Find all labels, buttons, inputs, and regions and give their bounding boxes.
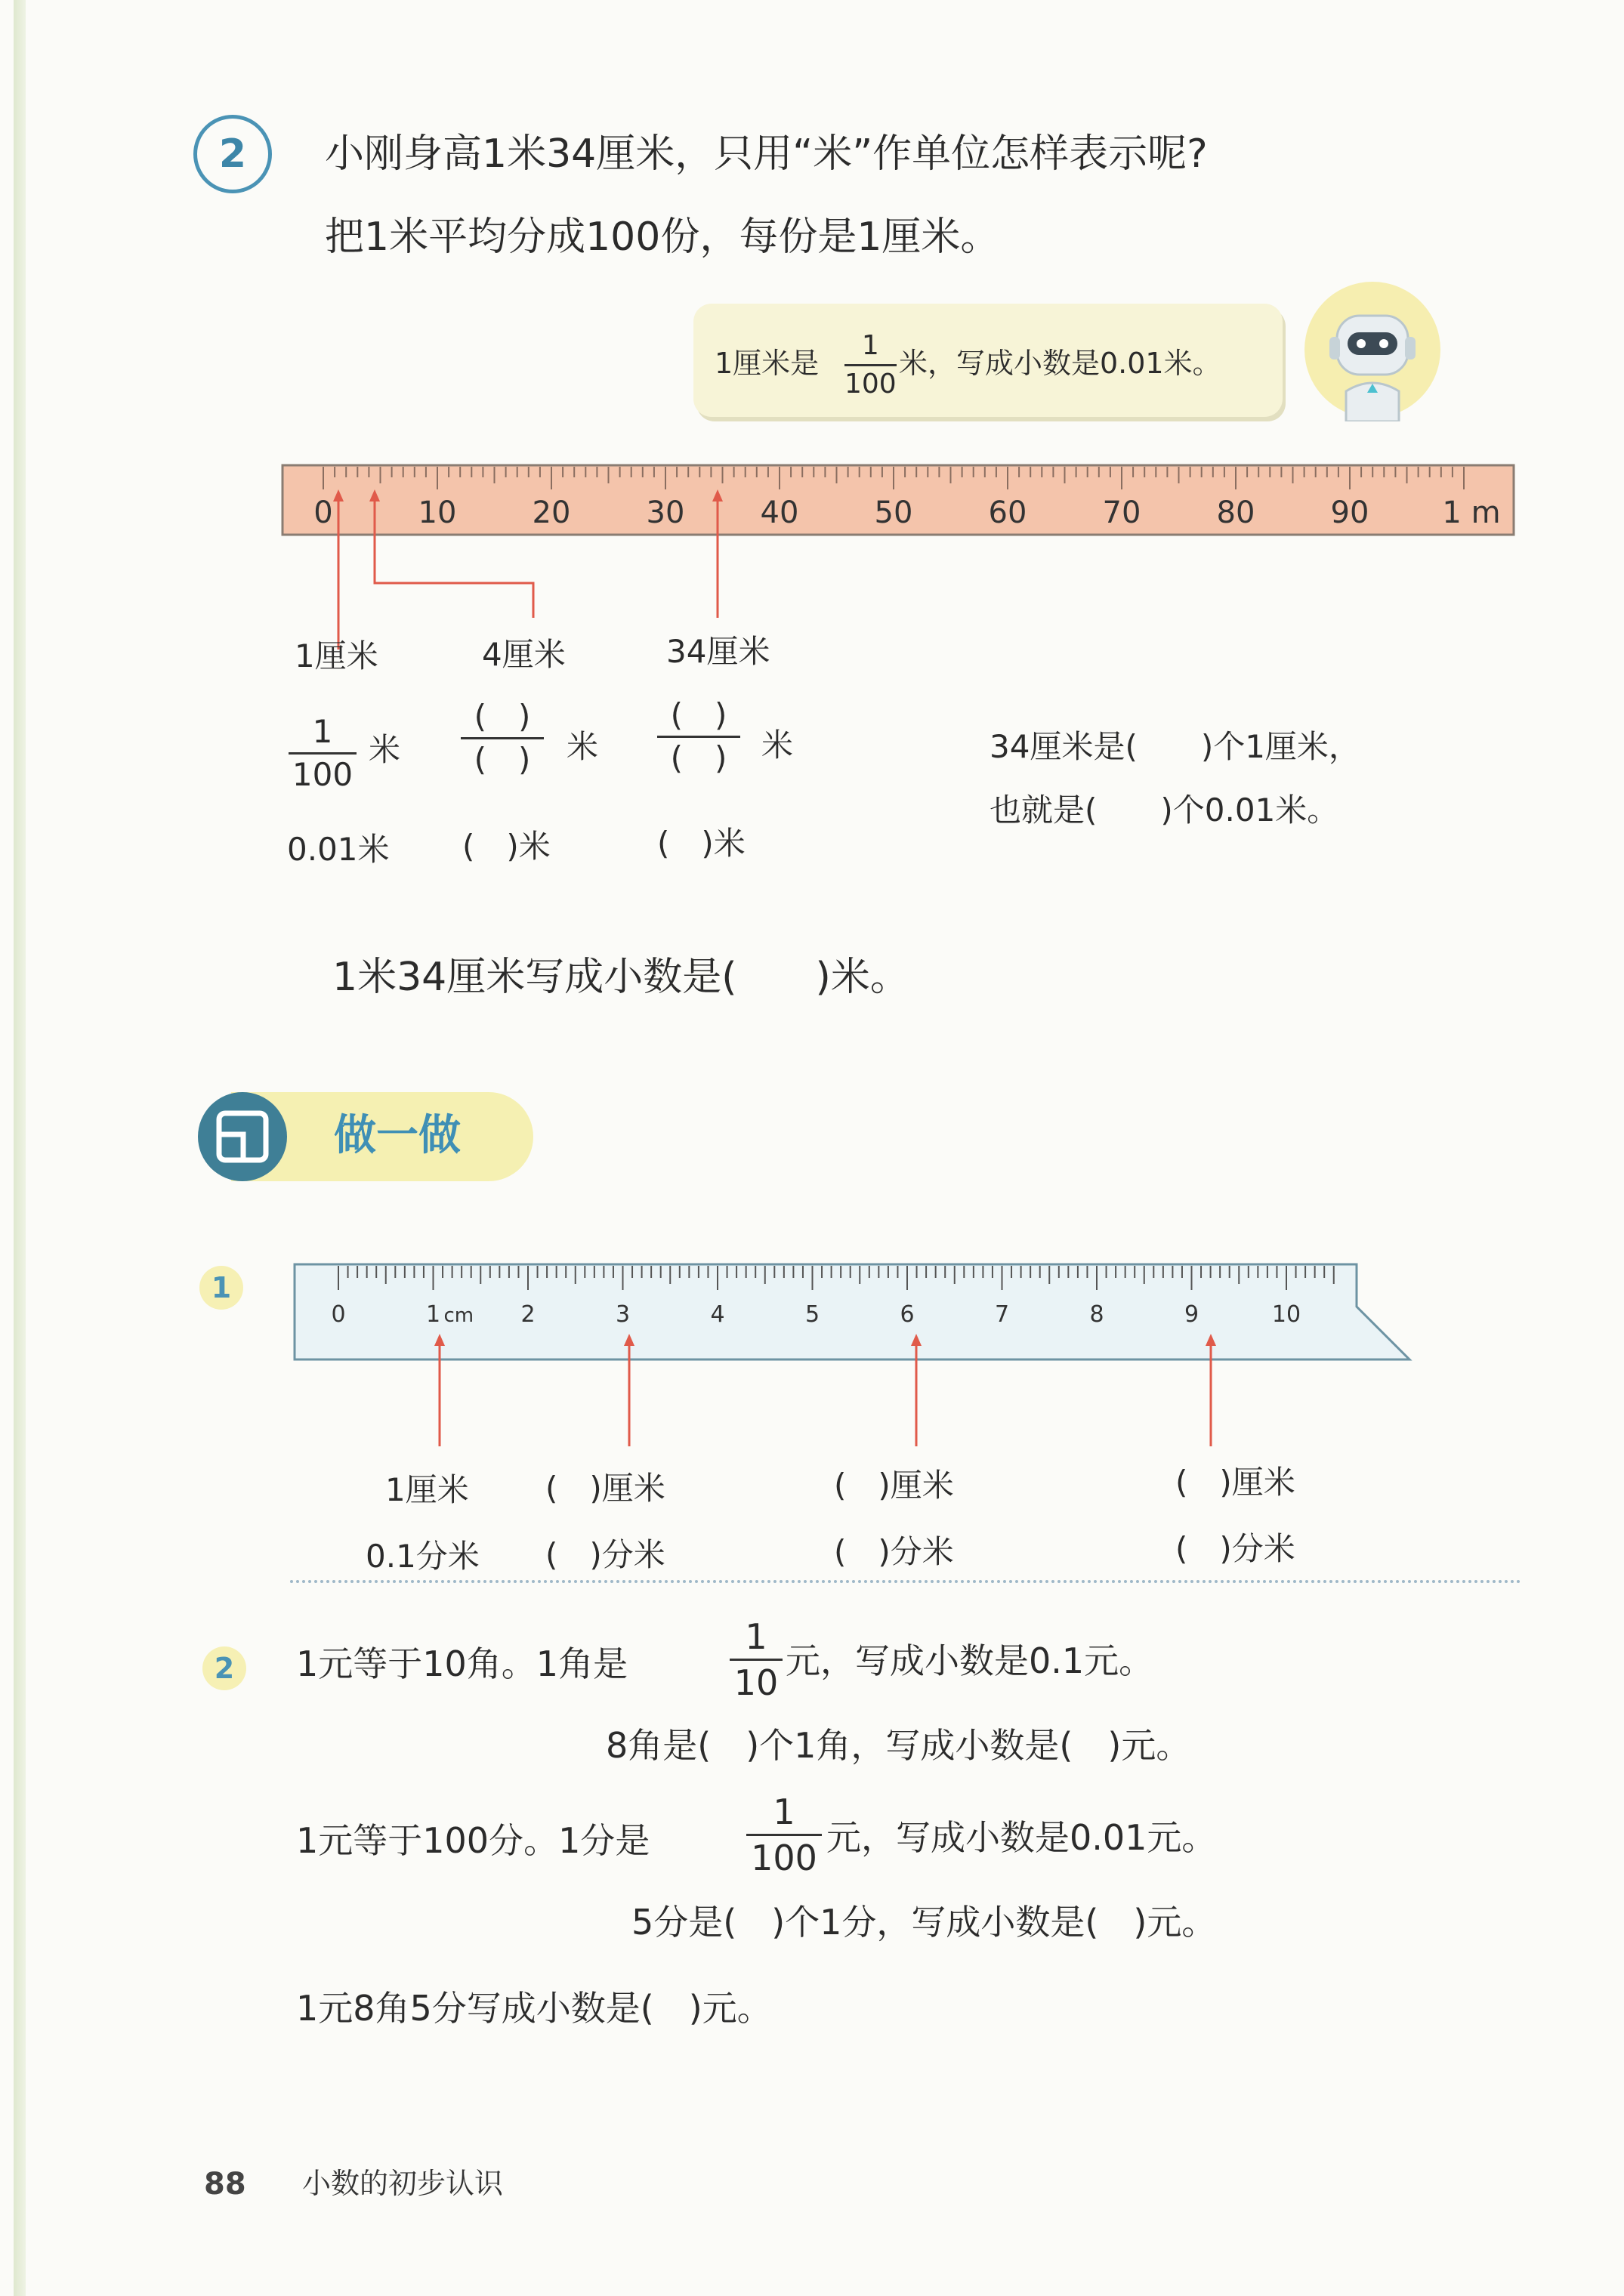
cm-tick-label: 3	[615, 1301, 631, 1328]
ex2-line5: 1元8角5分写成小数是( )元。	[296, 1988, 772, 2029]
col1-cm-label: 1厘米	[295, 637, 378, 674]
dotted-divider	[290, 1580, 1521, 1583]
ex2-line2: 8角是( )个1角，写成小数是( )元。	[606, 1725, 1191, 1766]
practice-icon	[198, 1092, 287, 1181]
ex1-dm-1: 0.1分米	[366, 1538, 480, 1575]
conclusion: 1米34厘米写成小数是( )米。	[332, 955, 909, 1000]
cm-tick-label: 1	[425, 1301, 441, 1328]
ex2-line3-b: 元，写成小数是0.01元。	[826, 1817, 1217, 1858]
meter-tick-label: 1 m	[1442, 495, 1501, 530]
col1-unit: 米	[369, 731, 401, 768]
cm-tick-label: 4	[710, 1301, 725, 1328]
cm-tick-label: 7	[994, 1301, 1010, 1328]
ex1-dm-3: ( )分米	[834, 1533, 954, 1570]
cm-tick-label: 10	[1271, 1301, 1301, 1328]
meter-tick-label: 50	[874, 495, 913, 530]
page-spine	[14, 0, 26, 2296]
col3-fraction-blank: ( ) ( )	[657, 699, 740, 774]
meter-tick-label: 70	[1102, 495, 1141, 530]
cm-tick-label: 0	[331, 1301, 346, 1328]
ex2-line3-a: 1元等于100分。1分是	[296, 1820, 650, 1861]
ex1-cm-2: ( )厘米	[545, 1470, 665, 1507]
problem-hint: 把1米平均分成100份，每份是1厘米。	[325, 214, 1000, 260]
col1-fraction: 1 100	[289, 716, 357, 791]
col3-unit: 米	[761, 727, 794, 764]
ex1-dm-4: ( )分米	[1175, 1530, 1295, 1567]
meter-tick-label: 40	[760, 495, 799, 530]
meter-tick-label: 30	[646, 495, 685, 530]
ex2-line4: 5分是( )个1分，写成小数是( )元。	[631, 1902, 1217, 1943]
cm-tick-label: 2	[520, 1301, 536, 1328]
chapter-title: 小数的初步认识	[302, 2167, 504, 2200]
robot-icon	[1301, 278, 1444, 421]
exercise2-badge: 2	[202, 1646, 246, 1690]
meter-tick-label: 60	[988, 495, 1027, 530]
side-note-line1: 34厘米是( )个1厘米，	[990, 728, 1360, 765]
cm-tick-label: 6	[900, 1301, 915, 1328]
bubble-fraction: 1 100	[844, 330, 897, 400]
col2-unit: 米	[567, 728, 599, 765]
ex1-cm-3: ( )厘米	[834, 1467, 954, 1504]
meter-tick-label: 0	[313, 495, 333, 530]
ex2-line1-a: 1元等于10角。1角是	[296, 1643, 628, 1684]
cm-tick-label: 8	[1089, 1301, 1104, 1328]
col3-decimal-blank: ( )米	[657, 825, 746, 862]
ex1-cm-4: ( )厘米	[1175, 1464, 1295, 1501]
col2-fraction-blank: ( ) ( )	[461, 701, 544, 776]
col2-decimal-blank: ( )米	[462, 828, 551, 865]
page-number: 88	[204, 2167, 246, 2202]
meter-tick-label: 20	[532, 495, 571, 530]
robot-speech-bubble	[693, 304, 1283, 417]
col1-decimal: 0.01米	[287, 831, 390, 868]
problem-number-badge: 2	[193, 115, 272, 193]
meter-tick-label: 90	[1330, 495, 1369, 530]
ex2-line1-b: 元，写成小数是0.1元。	[786, 1640, 1154, 1681]
cm-tick-label: 5	[804, 1301, 820, 1328]
ex1-dm-2: ( )分米	[545, 1536, 665, 1573]
bubble-prefix: 1厘米是	[715, 347, 820, 380]
cm-arrows	[292, 1329, 1274, 1450]
col2-cm-label: 4厘米	[482, 636, 566, 673]
col3-cm-label: 34厘米	[666, 633, 770, 670]
meter-tick-label: 80	[1216, 495, 1255, 530]
problem-question: 小刚身高1米34厘米，只用“米”作单位怎样表示呢?	[325, 131, 1208, 177]
cm-unit-label: cm	[443, 1304, 474, 1327]
ex2-line1-fraction: 1 10	[730, 1619, 783, 1700]
exercise1-badge: 1	[199, 1266, 243, 1310]
cm-tick-label: 9	[1184, 1301, 1199, 1328]
section-title: 做一做	[334, 1111, 461, 1160]
bubble-suffix: 米，写成小数是0.01米。	[899, 347, 1221, 380]
ex1-cm-1: 1厘米	[385, 1471, 469, 1508]
side-note-line2: 也就是( )个0.01米。	[990, 792, 1339, 829]
meter-tick-label: 10	[418, 495, 457, 530]
ex2-line3-fraction: 1 100	[746, 1795, 822, 1875]
